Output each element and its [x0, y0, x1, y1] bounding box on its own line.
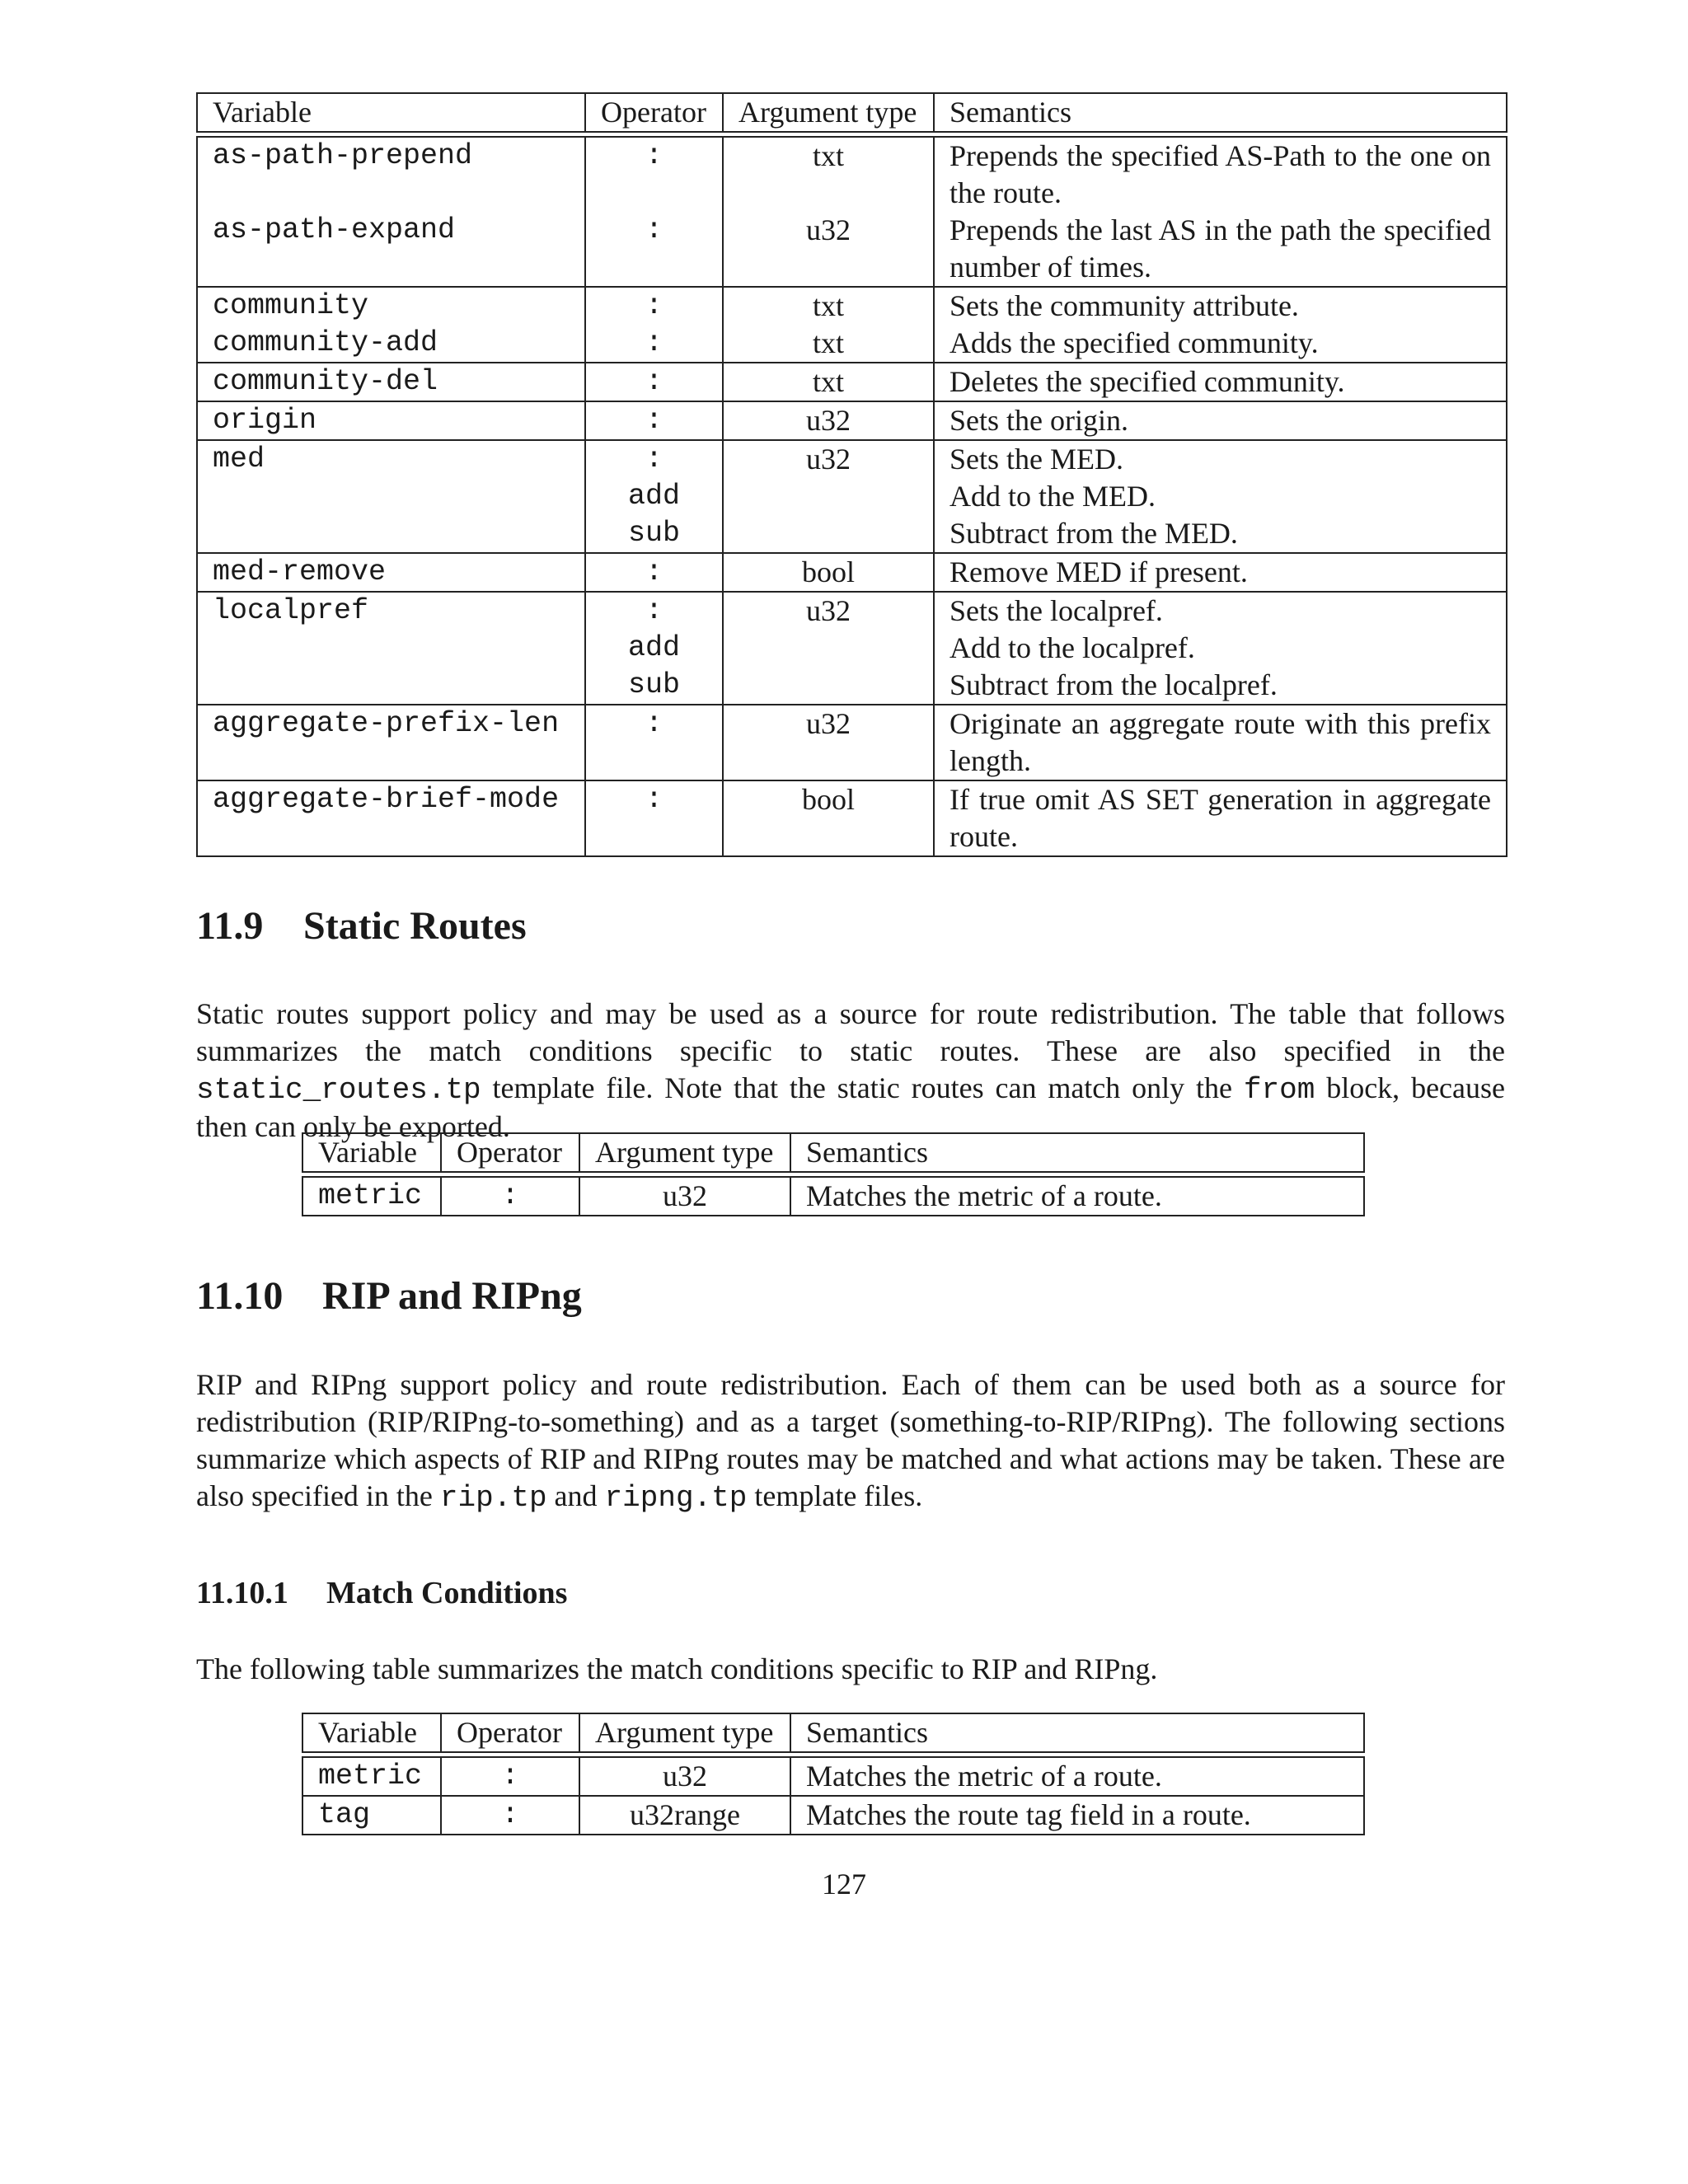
subsection-title: Match Conditions: [326, 1576, 568, 1610]
cell-operator: :: [441, 1177, 579, 1216]
cell-argument-type: u32range: [579, 1796, 790, 1835]
cell-argument-type: u32: [723, 212, 934, 287]
cell-semantics: Remove MED if present.: [934, 553, 1507, 592]
cell-semantics: Prepends the specified AS-Path to the one on the route.: [934, 137, 1507, 212]
paragraph-text: template files.: [747, 1479, 923, 1512]
cell-semantics: Add to the MED.: [934, 478, 1507, 515]
code-filename: ripng.tp: [604, 1481, 748, 1515]
cell-argument-type: [723, 630, 934, 667]
table-row: [302, 1177, 1364, 1216]
cell-semantics: Sets the MED.: [934, 440, 1507, 478]
cell-operator: :: [585, 592, 723, 630]
header-argument-type: Argument type: [579, 1713, 790, 1752]
cell-operator: :: [441, 1757, 579, 1796]
cell-argument-type: [723, 478, 934, 515]
cell-semantics: Matches the metric of a route.: [790, 1177, 1364, 1216]
cell-argument-type: u32: [723, 401, 934, 440]
cell-operator: :: [585, 440, 723, 478]
cell-variable: [197, 515, 585, 553]
cell-semantics: Originate an aggregate route with this prefix length.: [934, 705, 1507, 780]
table-row: [197, 630, 1507, 667]
cell-argument-type: [723, 515, 934, 553]
cell-argument-type: u32: [723, 705, 934, 780]
cell-variable: community-add: [197, 325, 585, 363]
subsection-heading-match-conditions: [196, 1574, 567, 1612]
cell-semantics: Adds the specified community.: [934, 325, 1507, 363]
section-number: 11.9: [196, 904, 264, 948]
cell-operator: add: [585, 478, 723, 515]
cell-argument-type: bool: [723, 553, 934, 592]
cell-semantics: Sets the community attribute.: [934, 287, 1507, 325]
cell-variable: as-path-prepend: [197, 137, 585, 212]
table-row: [197, 705, 1507, 780]
cell-variable: med-remove: [197, 553, 585, 592]
cell-operator: :: [585, 705, 723, 780]
cell-semantics: Deletes the specified community.: [934, 363, 1507, 401]
cell-operator: sub: [585, 667, 723, 705]
cell-variable: tag: [302, 1796, 441, 1835]
cell-semantics: Sets the origin.: [934, 401, 1507, 440]
table-row: [197, 780, 1507, 856]
static-routes-paragraph: [196, 996, 1505, 1146]
cell-operator: :: [585, 137, 723, 212]
rip-match-table: [302, 1713, 1365, 1835]
section-number: 11.10: [196, 1274, 284, 1318]
table-row: [197, 137, 1507, 212]
table-row: [197, 287, 1507, 325]
paragraph-text: and: [546, 1479, 605, 1512]
header-operator: Operator: [585, 93, 723, 132]
cell-operator: :: [585, 325, 723, 363]
header-variable: Variable: [302, 1713, 441, 1752]
cell-argument-type: txt: [723, 325, 934, 363]
header-semantics: Semantics: [790, 1713, 1364, 1752]
cell-variable: med: [197, 440, 585, 478]
code-keyword: from: [1243, 1073, 1315, 1107]
table-header-row: [197, 93, 1507, 132]
table-row: [197, 363, 1507, 401]
cell-variable: metric: [302, 1177, 441, 1216]
cell-operator: :: [585, 401, 723, 440]
cell-argument-type: bool: [723, 780, 934, 856]
cell-variable: origin: [197, 401, 585, 440]
cell-operator: :: [585, 780, 723, 856]
table-row: [302, 1796, 1364, 1835]
table-header-row: [302, 1713, 1364, 1752]
cell-semantics: Subtract from the localpref.: [934, 667, 1507, 705]
section-title: Static Routes: [303, 904, 527, 948]
table-row: [197, 440, 1507, 478]
cell-variable: localpref: [197, 592, 585, 630]
cell-semantics: Subtract from the MED.: [934, 515, 1507, 553]
cell-argument-type: txt: [723, 363, 934, 401]
header-operator: Operator: [441, 1133, 579, 1172]
page-number: 127: [822, 1868, 866, 1900]
cell-argument-type: txt: [723, 137, 934, 212]
cell-semantics: If true omit AS SET generation in aggregate route.: [934, 780, 1507, 856]
cell-operator: :: [585, 212, 723, 287]
cell-variable: aggregate-prefix-len: [197, 705, 585, 780]
header-operator: Operator: [441, 1713, 579, 1752]
table-row: [197, 515, 1507, 553]
subsection-number: 11.10.1: [196, 1576, 288, 1610]
cell-semantics: Add to the localpref.: [934, 630, 1507, 667]
header-variable: Variable: [197, 93, 585, 132]
cell-argument-type: u32: [579, 1177, 790, 1216]
section-heading-rip: [196, 1273, 582, 1319]
paragraph-text: RIP and RIPng support policy and route redistribution. Each of them can be used both as a source for redistribution (RIP/RIPng-to-something) and as a target (something-to-RIP/RIPng). The following sections summarize which aspects of RIP and RIPng routes may be matched and what actions may be taken. These are also specified in the: [196, 1368, 1505, 1512]
table-row: [197, 553, 1507, 592]
table-header-row: [302, 1133, 1364, 1172]
cell-semantics: Sets the localpref.: [934, 592, 1507, 630]
table-row: [197, 478, 1507, 515]
match-conditions-paragraph: The following table summarizes the match conditions specific to RIP and RIPng.: [196, 1652, 1158, 1685]
section-heading-static-routes: [196, 903, 527, 949]
table-row: [302, 1757, 1364, 1796]
section-title: RIP and RIPng: [322, 1274, 582, 1318]
cell-argument-type: u32: [723, 592, 934, 630]
cell-variable: community: [197, 287, 585, 325]
cell-semantics: Matches the route tag field in a route.: [790, 1796, 1364, 1835]
code-filename: rip.tp: [439, 1481, 547, 1515]
header-semantics: Semantics: [790, 1133, 1364, 1172]
cell-operator: :: [585, 363, 723, 401]
paragraph-text: block, because then can only be exported.: [196, 1071, 1505, 1143]
header-variable: Variable: [302, 1133, 441, 1172]
cell-operator: :: [585, 553, 723, 592]
table-row: [197, 401, 1507, 440]
cell-operator: add: [585, 630, 723, 667]
cell-argument-type: u32: [579, 1757, 790, 1796]
cell-variable: [197, 630, 585, 667]
header-semantics: Semantics: [934, 93, 1507, 132]
cell-semantics: Matches the metric of a route.: [790, 1757, 1364, 1796]
cell-semantics: Prepends the last AS in the path the specified number of times.: [934, 212, 1507, 287]
static-routes-match-table: [302, 1132, 1365, 1216]
table-row: [197, 667, 1507, 705]
cell-variable: metric: [302, 1757, 441, 1796]
cell-operator: sub: [585, 515, 723, 553]
header-argument-type: Argument type: [723, 93, 934, 132]
header-argument-type: Argument type: [579, 1133, 790, 1172]
cell-variable: as-path-expand: [197, 212, 585, 287]
table-row: [197, 592, 1507, 630]
code-filename: static_routes.tp: [196, 1073, 481, 1107]
cell-argument-type: txt: [723, 287, 934, 325]
cell-variable: [197, 667, 585, 705]
paragraph-text: template file. Note that the static routes can match only the: [481, 1071, 1244, 1104]
cell-argument-type: u32: [723, 440, 934, 478]
cell-variable: [197, 478, 585, 515]
rip-paragraph: [196, 1366, 1505, 1516]
table-row: [197, 212, 1507, 287]
table-row: [197, 325, 1507, 363]
cell-argument-type: [723, 667, 934, 705]
cell-operator: :: [585, 287, 723, 325]
cell-variable: aggregate-brief-mode: [197, 780, 585, 856]
paragraph-text: Static routes support policy and may be used as a source for route redistribution. The table that follows summarizes the match conditions specific to static routes. These are also specified in the: [196, 997, 1505, 1067]
bgp-actions-table: [196, 92, 1507, 857]
cell-operator: :: [441, 1796, 579, 1835]
cell-variable: community-del: [197, 363, 585, 401]
